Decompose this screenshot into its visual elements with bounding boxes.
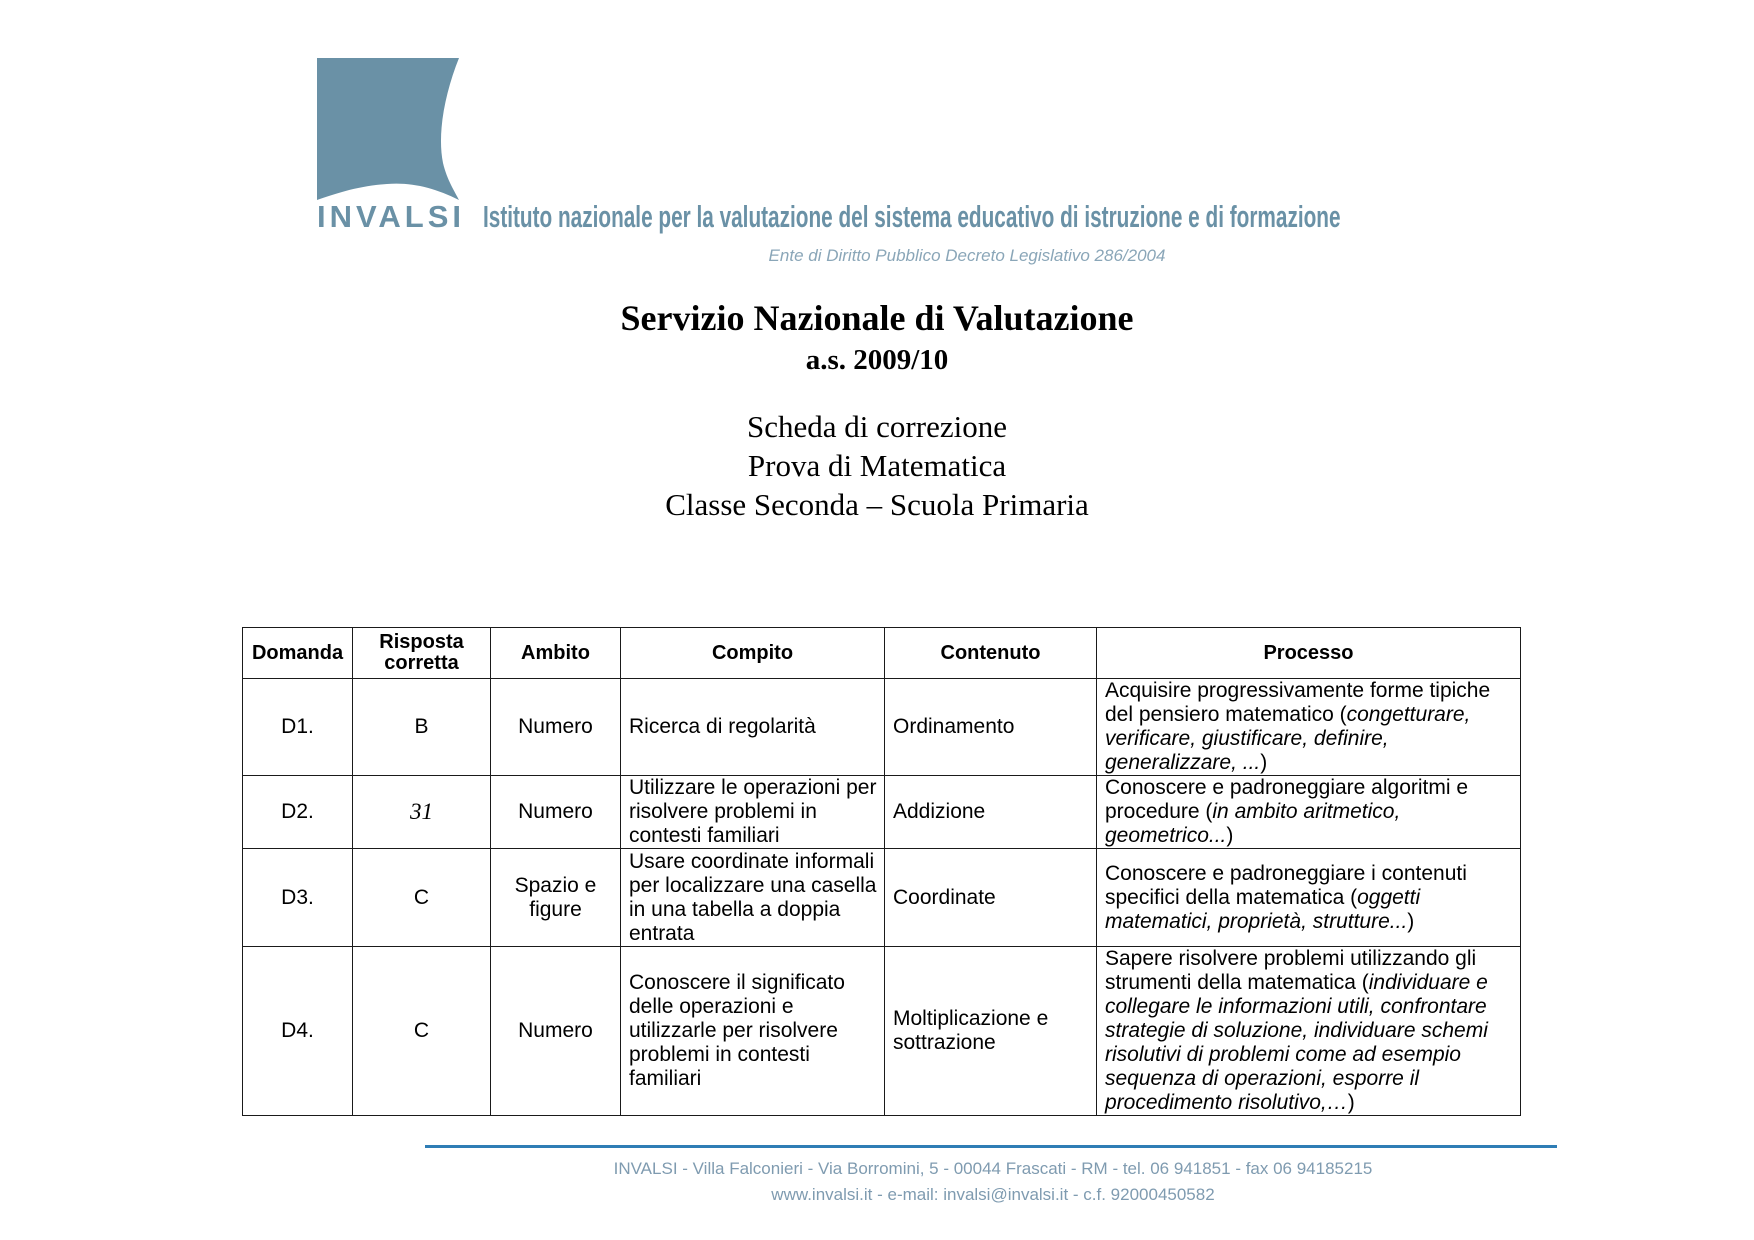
- footer: [425, 1156, 1561, 1208]
- subtitle-block: [0, 407, 1754, 524]
- footer-divider: [425, 1145, 1557, 1148]
- cell-ambito: Numero: [491, 776, 621, 849]
- cell-ambito: Numero: [491, 947, 621, 1116]
- subtitle-line: Scheda di correzione: [747, 409, 1007, 444]
- processo-text: Conoscere e padroneggiare algoritmi e procedure (: [1105, 776, 1469, 823]
- invalsi-logo-icon: [317, 58, 459, 200]
- page-title: Servizio Nazionale di Valutazione: [620, 298, 1134, 338]
- processo-text-end: ): [1347, 1091, 1355, 1114]
- table-header-row: [243, 628, 1521, 679]
- cell-domanda: D1.: [243, 679, 353, 776]
- table-row: [243, 849, 1521, 947]
- cell-domanda: D4.: [243, 947, 353, 1116]
- cell-ambito: Numero: [491, 679, 621, 776]
- processo-italic-text: congetturare, verificare, giustificare, definire, generalizzare, ...: [1105, 703, 1471, 774]
- cell-compito: Utilizzare le operazioni per risolvere problemi in contesti familiari: [621, 776, 885, 849]
- column-header-contenuto: Contenuto: [885, 628, 1097, 679]
- table-row: [243, 947, 1521, 1116]
- processo-text-end: ): [1260, 751, 1268, 774]
- cell-compito: Conoscere il significato delle operazioni e utilizzarle per risolvere problemi in contesti familiari: [621, 947, 885, 1116]
- processo-text-end: ): [1226, 824, 1234, 847]
- cell-domanda: D2.: [243, 776, 353, 849]
- subtitle-line: Prova di Matematica: [747, 448, 1007, 483]
- footer-address: INVALSI - Villa Falconieri - Via Borromini, 5 - 00044 Frascati - RM - tel. 06 941851 - fax 06 94185215: [613, 1159, 1373, 1178]
- institute-name: Istituto nazionale per la valutazione del sistema educativo di istruzione e di formazione: [483, 199, 1341, 234]
- cell-risposta: B: [353, 679, 491, 776]
- processo-italic-text: individuare e collegare le informazioni utili, confrontare strategie di soluzione, individuare schemi risolutivi di problemi come ad esempio sequenza di operazioni, esporre il procedimento risolutivo,…: [1105, 971, 1488, 1114]
- table-row: [243, 776, 1521, 849]
- column-header-risposta: Risposta corretta: [353, 628, 491, 679]
- cell-risposta: 31: [353, 776, 491, 849]
- cell-domanda: D3.: [243, 849, 353, 947]
- column-header-domanda: Domanda: [243, 628, 353, 679]
- logo-wordmark: INVALSI: [317, 199, 465, 234]
- processo-italic-text: in ambito aritmetico, geometrico...: [1105, 800, 1401, 847]
- cell-processo: [1097, 947, 1521, 1116]
- correction-table: [242, 627, 1521, 1116]
- cell-processo: [1097, 776, 1521, 849]
- table-row: [243, 679, 1521, 776]
- processo-text: Conoscere e padroneggiare i contenuti specifici della matematica (: [1105, 861, 1467, 909]
- cell-contenuto: Addizione: [885, 776, 1097, 849]
- column-header-processo: Processo: [1097, 628, 1521, 679]
- cell-contenuto: Ordinamento: [885, 679, 1097, 776]
- subtitle-line: Classe Seconda – Scuola Primaria: [665, 487, 1089, 522]
- cell-processo: [1097, 849, 1521, 947]
- cell-compito: Ricerca di regolarità: [621, 679, 885, 776]
- processo-italic-text: oggetti matematici, proprietà, strutture...: [1105, 885, 1421, 933]
- cell-processo: [1097, 679, 1521, 776]
- footer-contacts: www.invalsi.it - e-mail: invalsi@invalsi.it - c.f. 92000450582: [771, 1185, 1215, 1204]
- cell-contenuto: Moltiplicazione e sottrazione: [885, 947, 1097, 1116]
- processo-text: Sapere risolvere problemi utilizzando gli strumenti della matematica (: [1105, 947, 1477, 994]
- column-header-ambito: Ambito: [491, 628, 621, 679]
- column-header-compito: Compito: [621, 628, 885, 679]
- cell-risposta: C: [353, 947, 491, 1116]
- processo-text: Acquisire progressivamente forme tipiche del pensiero matematico (: [1105, 679, 1491, 726]
- cell-ambito: Spazio e figure: [491, 849, 621, 947]
- school-year: a.s. 2009/10: [805, 344, 949, 376]
- processo-text-end: ): [1407, 909, 1415, 933]
- logo-shape: [317, 58, 459, 200]
- legal-note: Ente di Diritto Pubblico Decreto Legislativo 286/2004: [768, 246, 1166, 265]
- cell-compito: Usare coordinate informali per localizzare una casella in una tabella a doppia entrata: [621, 849, 885, 947]
- cell-risposta: C: [353, 849, 491, 947]
- cell-contenuto: Coordinate: [885, 849, 1097, 947]
